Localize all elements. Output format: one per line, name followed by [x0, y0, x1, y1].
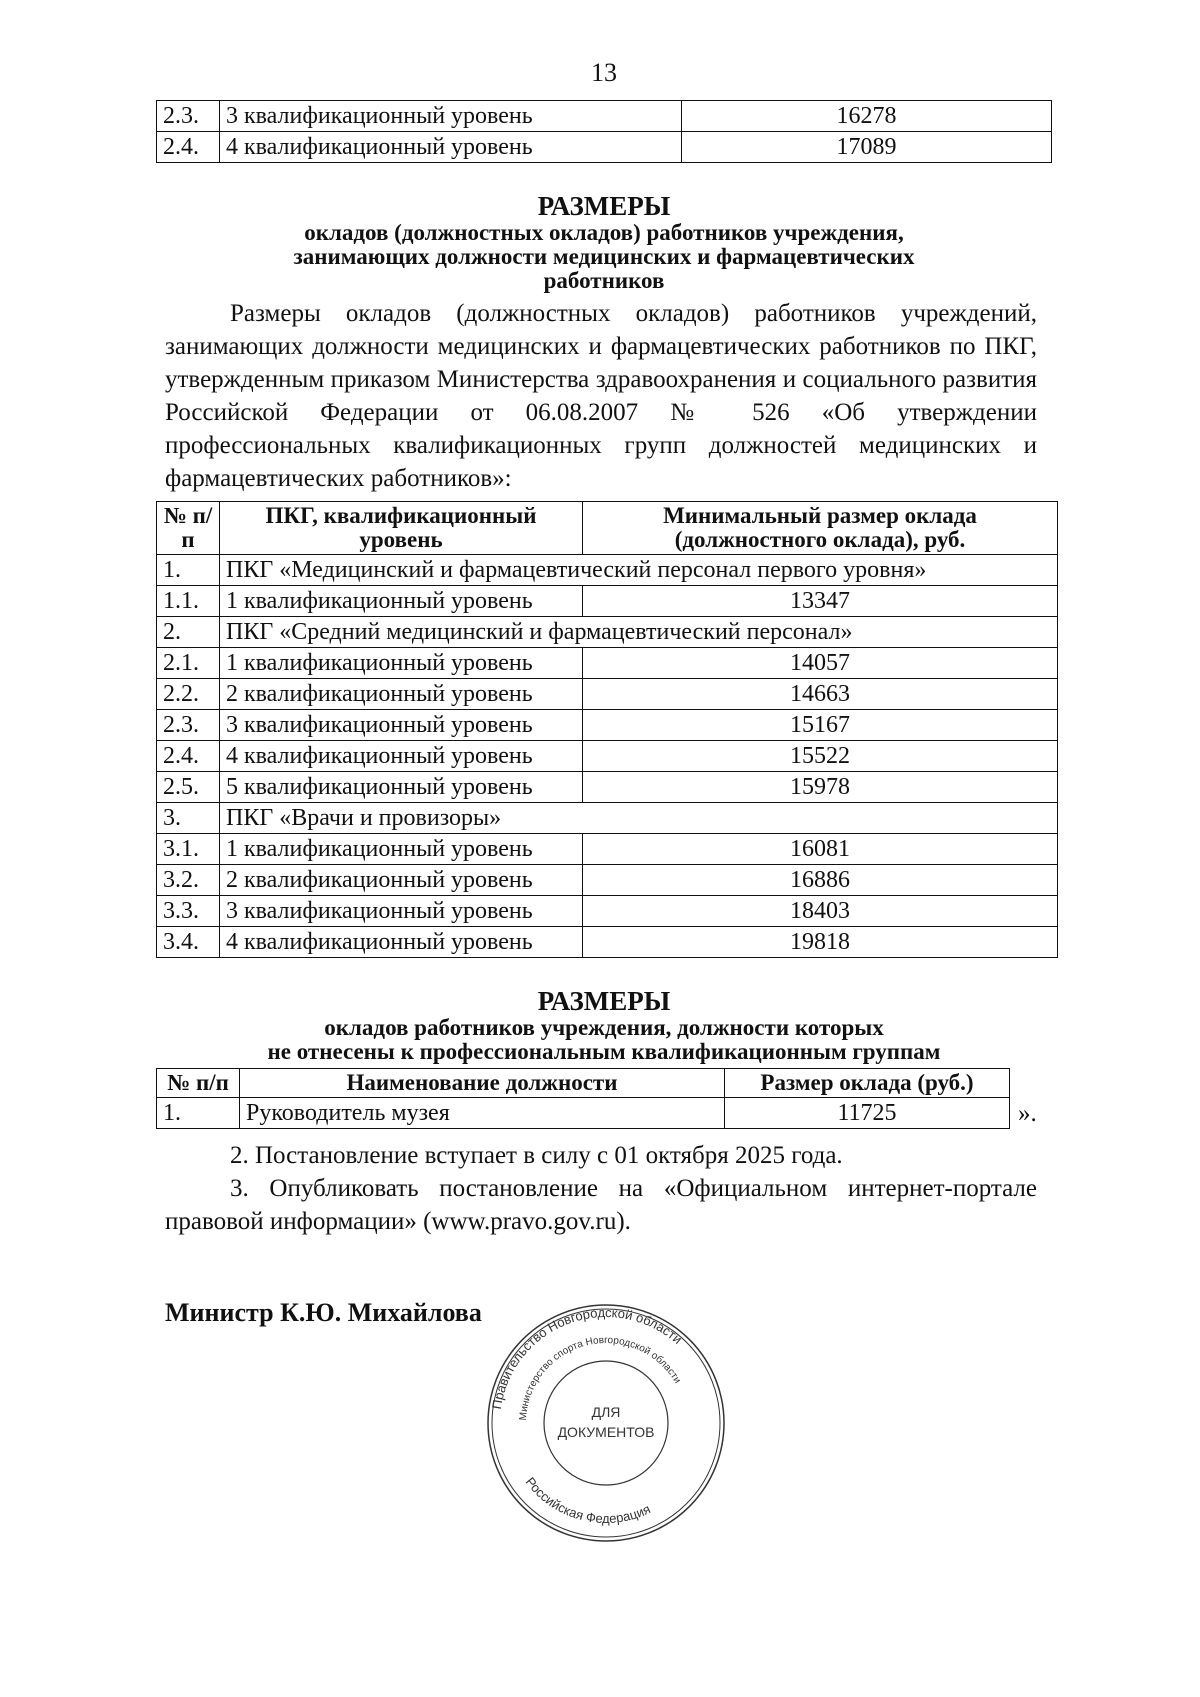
row-number: 2.4. [157, 132, 220, 163]
row-group: ПКГ «Средний медицинский и фармацевтический персонал» [220, 617, 1058, 648]
row-level: 3 квалификационный уровень [220, 101, 682, 132]
group-row [157, 617, 1058, 648]
official-stamp [486, 1303, 726, 1543]
row-value: 11725 [725, 1098, 1010, 1129]
row-number: 3.4. [157, 927, 220, 958]
header-level: ПКГ, квалификационный уровень [220, 502, 583, 555]
table-row [157, 741, 1058, 772]
section2-heading [156, 986, 1052, 1064]
section1-heading [156, 191, 1052, 293]
row-level: 3 квалификационный уровень [220, 896, 583, 927]
row-number: 1. [157, 555, 220, 586]
row-value: 19818 [583, 927, 1058, 958]
row-number: 3.2. [157, 865, 220, 896]
row-value: 17089 [682, 132, 1052, 163]
table-row [157, 710, 1058, 741]
stamp-center-line: ДОКУМЕНТОВ [557, 1424, 655, 1440]
table-row [157, 865, 1058, 896]
other-positions-block [156, 1068, 1052, 1129]
header-salary: Размер оклада (руб.) [725, 1069, 1010, 1098]
row-value: 14057 [583, 648, 1058, 679]
table-row [157, 834, 1058, 865]
row-level: 3 квалификационный уровень [220, 710, 583, 741]
row-value: 16081 [583, 834, 1058, 865]
row-number: 2.3. [157, 101, 220, 132]
clause-2: 2. Постановление вступает в силу с 01 октября 2025 года. [230, 1142, 843, 1169]
row-number: 3.1. [157, 834, 220, 865]
row-value: 16886 [583, 865, 1058, 896]
row-number: 2.4. [157, 741, 220, 772]
closing-quote: ». [1018, 1100, 1037, 1127]
row-number: 2.2. [157, 679, 220, 710]
section1-title: РАЗМЕРЫ [537, 191, 671, 221]
other-positions-table [156, 1068, 1010, 1129]
clause-3: 3. Опубликовать постановление на «Официальном интернет-портале правовой информации» (www.pravo.gov.ru). [165, 1175, 1037, 1235]
row-value: 14663 [583, 679, 1058, 710]
section2-subtitle-line: окладов работников учреждения, должности которых [324, 1015, 884, 1040]
row-value: 16278 [682, 101, 1052, 132]
row-number: 3. [157, 803, 220, 834]
row-level: 4 квалификационный уровень [220, 741, 583, 772]
group-row [157, 803, 1058, 834]
table-row [157, 927, 1058, 958]
row-number: 2. [157, 617, 220, 648]
page-number: 13 [591, 58, 617, 87]
row-position: Руководитель музея [240, 1098, 725, 1129]
stamp-outer-text: Правительство Новгородской области [488, 1304, 686, 1411]
row-number: 2.5. [157, 772, 220, 803]
section1-paragraph: Размеры окладов (должностных окладов) работников учреждений, занимающих должности медицинских и фармацевтических работников по ПКГ, утвержденным приказом Министерства здравоохранения и социального развития Российской Федерации от 06.08.2007 № 526 «Об утверждении профессиональных квалификационных групп должностей медицинских и фармацевтических работников»: [165, 300, 1037, 492]
table-row [157, 896, 1058, 927]
row-number: 2.3. [157, 710, 220, 741]
section2-subtitle-line: не отнесены к профессиональным квалификационным группам [267, 1039, 941, 1064]
table-header [157, 1069, 1010, 1098]
row-value: 13347 [583, 586, 1058, 617]
signature: Министр К.Ю. Михайлова [165, 1298, 482, 1327]
signature-block [156, 1298, 1052, 1568]
table-top [156, 100, 1052, 163]
row-level: 1 квалификационный уровень [220, 834, 583, 865]
row-group: ПКГ «Медицинский и фармацевтический персонал первого уровня» [220, 555, 1058, 586]
row-group: ПКГ «Врачи и провизоры» [220, 803, 1058, 834]
section1-subtitle-line: занимающих должности медицинских и фармацевтических [293, 244, 915, 269]
table-row [157, 679, 1058, 710]
table-row [157, 586, 1058, 617]
row-value: 15522 [583, 741, 1058, 772]
row-number: 1. [157, 1098, 240, 1129]
header-number: № п/п [157, 1069, 240, 1098]
section1-subtitle-line: окладов (должностных окладов) работников учреждения, [304, 220, 904, 245]
stamp-bottom-text: Российская Федерация [522, 1474, 653, 1527]
header-position: Наименование должности [240, 1069, 725, 1098]
row-level: 4 квалификационный уровень [220, 132, 682, 163]
medical-salary-table [156, 501, 1058, 958]
row-level: 1 квалификационный уровень [220, 586, 583, 617]
row-value: 15978 [583, 772, 1058, 803]
row-level: 2 квалификационный уровень [220, 679, 583, 710]
table-row [157, 772, 1058, 803]
row-level: 4 квалификационный уровень [220, 927, 583, 958]
section2-title: РАЗМЕРЫ [537, 986, 671, 1016]
row-level: 2 квалификационный уровень [220, 865, 583, 896]
section1-subtitle-line: работников [543, 268, 665, 293]
table-row [157, 648, 1058, 679]
row-level: 1 квалификационный уровень [220, 648, 583, 679]
stamp-inner-text: Министерство спорта Новгородской области [517, 1334, 683, 1421]
table-row [157, 132, 1052, 163]
row-level: 5 квалификационный уровень [220, 772, 583, 803]
row-value: 18403 [583, 896, 1058, 927]
header-salary: Минимальный размер оклада (должностного оклада), руб. [583, 502, 1058, 555]
row-number: 1.1. [157, 586, 220, 617]
stamp-center-line: ДЛЯ [591, 1404, 621, 1420]
row-number: 3.3. [157, 896, 220, 927]
table-row [157, 1098, 1010, 1129]
header-number: № п/п [157, 502, 220, 555]
group-row [157, 555, 1058, 586]
table-header [157, 502, 1058, 555]
row-value: 15167 [583, 710, 1058, 741]
row-number: 2.1. [157, 648, 220, 679]
table-row [157, 101, 1052, 132]
